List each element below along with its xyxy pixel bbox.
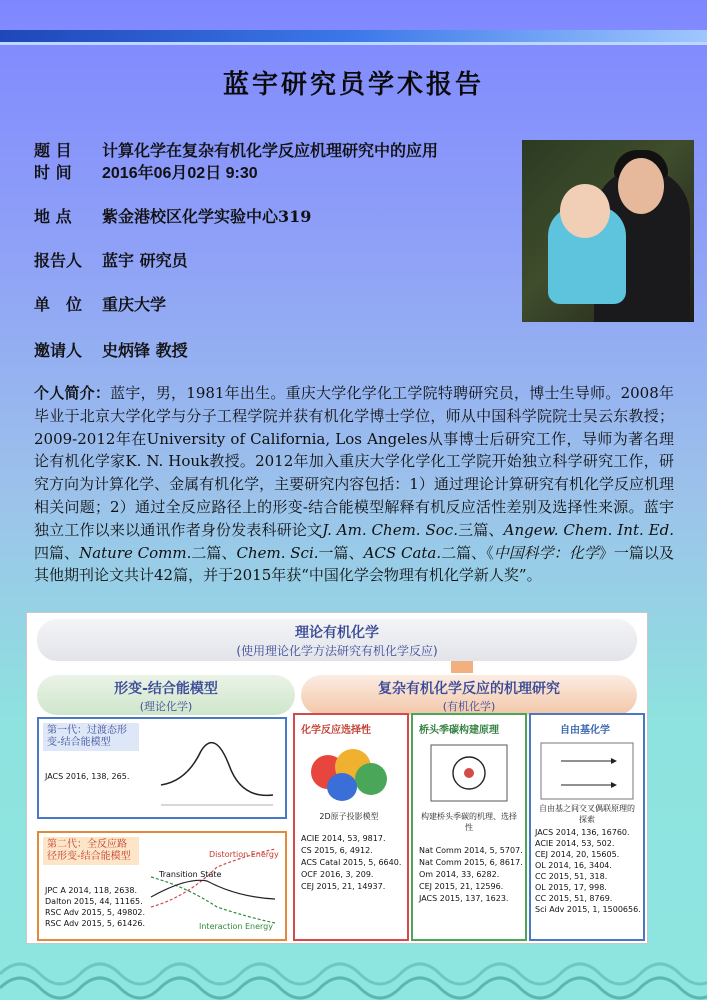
col2-ref-2: Nat Comm 2015, 6, 8617.	[419, 858, 523, 867]
figure-banner	[37, 619, 637, 661]
col1-ref-1: ACIE 2014, 53, 9817.	[301, 834, 386, 843]
info-unit	[34, 292, 166, 315]
col3-ref-1: JACS 2014, 136, 16760.	[535, 828, 630, 837]
radical-scheme	[539, 741, 635, 801]
bio-end: 》一篇以及其他期刊论文共计42篇，并于2015年获“中国化学会物理有机化学新人奖”。	[34, 543, 674, 585]
speaker-photo	[522, 140, 694, 322]
col1-ref-2: CS 2015, 6, 4912.	[301, 846, 373, 855]
bio-sep: 一篇、	[318, 543, 364, 562]
info-place	[34, 204, 311, 227]
inviter-label: 邀请人	[34, 341, 83, 360]
inviter-value: 史炳锋 教授	[102, 341, 188, 360]
bio-text: 蓝宇，男，1981年出生。重庆大学化学化工学院特聘研究员，博士生导师。2008年毕业于北京大学化学与分子工程学院并获有机化学博士学位，师从中国科学院院士吴云东教授；2009-2012年在University of California, Los Angeles从事博士后研究工作，导师为著名理论有机化学家K. N. Houk教授。2012年加入重庆大学化学化工学院开始独立科学研究工作，研究方向为计算化学、金属有机化学，主要研究内容包括：1）通过理论计算研究有机化学反应机理相关问题；2）通过全反应路径上的形变-结合能模型解释有机反应活性差别及选择性来源。蓝宇独立工作以来以通讯作者身份发表科研论文	[34, 384, 674, 539]
col3-ref-3: CEJ 2014, 20, 15605.	[535, 850, 620, 859]
col3-head: 自由基化学	[560, 725, 610, 736]
pill-mechanism-sub: (有机化学)	[442, 700, 496, 713]
molecule-blob	[305, 741, 395, 803]
info-topic	[34, 138, 438, 161]
gen1-ref: JACS 2016, 138, 265.	[45, 772, 130, 781]
pill-theory-sub: (理论化学)	[139, 700, 193, 713]
bio-sep: 二篇、《	[441, 543, 494, 562]
place-label: 地 点	[34, 207, 72, 226]
topic-label: 题 目	[34, 141, 72, 160]
bridgehead-structure	[429, 743, 509, 803]
gen2-label: 第二代：全反应路径形变-结合能模型	[43, 837, 139, 865]
unit-label: 单 位	[34, 295, 83, 314]
banner-title: 理论有机化学	[295, 625, 379, 641]
gen2-box	[37, 831, 287, 941]
col3-ref-5: CC 2015, 51, 318.	[535, 872, 608, 881]
gen2-ref-2: Dalton 2015, 44, 11165.	[45, 897, 143, 906]
speaker-value: 蓝宇 研究员	[102, 251, 188, 270]
label-ts: Transition State	[159, 870, 222, 879]
photo-face	[618, 158, 664, 214]
speaker-label: 报告人	[34, 251, 83, 270]
bio-paragraph	[34, 382, 674, 587]
gen2-ref-3: RSC Adv 2015, 5, 49802.	[45, 908, 146, 917]
pill-mechanism	[301, 675, 637, 715]
col1-head: 化学反应选择性	[301, 725, 371, 736]
col3-ref-6: OL 2015, 17, 998.	[535, 883, 607, 892]
pill-theory	[37, 675, 295, 715]
col2-ref-1: Nat Comm 2014, 5, 5707.	[419, 846, 523, 855]
info-inviter	[34, 338, 188, 361]
gen1-box	[37, 717, 287, 819]
col1-caption: 2D原子投影模型	[319, 812, 379, 821]
col3-ref-4: OL 2014, 16, 3404.	[535, 861, 612, 870]
down-arrow	[451, 661, 473, 673]
col1-ref-4: OCF 2016, 3, 209.	[301, 870, 374, 879]
info-speaker	[34, 248, 188, 271]
time-value: 2016年06月02日 9:30	[102, 165, 258, 182]
col-radical	[529, 713, 645, 941]
col3-ref-2: ACIE 2014, 53, 502.	[535, 839, 615, 848]
header-bar-highlight	[0, 42, 707, 45]
gen2-ref-1: JPC A 2014, 118, 2638.	[45, 886, 138, 895]
research-overview-figure	[26, 612, 648, 944]
photo-baby-face	[560, 184, 610, 238]
col-bridgehead	[411, 713, 527, 941]
journal-jacs: J. Am. Chem. Soc.	[322, 520, 458, 539]
gen1-label: 第一代：过渡态形变-结合能模型	[43, 723, 139, 751]
col2-ref-3: Om 2014, 33, 6282.	[419, 870, 500, 879]
info-time	[34, 160, 258, 183]
bio-sep: 二篇、	[191, 543, 237, 562]
pill-theory-title: 形变-结合能模型	[114, 681, 218, 697]
col-selectivity	[293, 713, 409, 941]
bio-heading: 个人简介：	[34, 384, 111, 402]
col1-ref-3: ACS Catal 2015, 5, 6640.	[301, 858, 402, 867]
journal-angew: Angew. Chem. Int. Ed.	[503, 520, 674, 539]
col3-caption: 自由基之间交叉偶联原理的探索	[539, 804, 635, 824]
col3-ref-8: Sci Adv 2015, 1, 1500656.	[535, 905, 641, 914]
col2-head: 桥头季碳构建原理	[419, 725, 499, 736]
col1-ref-5: CEJ 2015, 21, 14937.	[301, 882, 386, 891]
bio-sep: 四篇、	[34, 543, 80, 562]
place-value: 紫金港校区化学实验中心319	[102, 207, 312, 226]
banner-subtitle: (使用理论化学方法研究有机化学反应)	[236, 644, 438, 658]
col2-ref-4: CEJ 2015, 21, 12596.	[419, 882, 504, 891]
topic-value: 计算化学在复杂有机化学反应机理研究中的应用	[102, 141, 439, 160]
time-label: 时 间	[34, 163, 72, 182]
bio-sep: 三篇、	[457, 520, 504, 539]
journal-acs-cata: ACS Cata.	[363, 543, 442, 562]
journal-sci-china: 中国科学：化学	[493, 543, 599, 562]
journal-chem-sci: Chem. Sci.	[236, 543, 319, 562]
journal-nature-comm: Nature Comm.	[79, 543, 192, 562]
pill-mechanism-title: 复杂有机化学反应的机理研究	[378, 681, 560, 697]
col3-ref-7: CC 2015, 51, 8769.	[535, 894, 613, 903]
header-bar	[0, 30, 707, 42]
unit-value: 重庆大学	[102, 295, 167, 314]
col2-ref-5: JACS 2015, 137, 1623.	[419, 894, 509, 903]
label-distortion: Distortion Energy	[209, 850, 279, 859]
energy-curve-1	[157, 725, 277, 809]
col2-caption: 构建桥头季碳的机理、选择性	[421, 812, 517, 832]
gen2-ref-4: RSC Adv 2015, 5, 61426.	[45, 919, 146, 928]
decorative-wave-border	[0, 944, 707, 1000]
page-title: 蓝宇研究员学术报告	[222, 70, 484, 100]
label-interaction: Interaction Energy	[199, 922, 273, 931]
